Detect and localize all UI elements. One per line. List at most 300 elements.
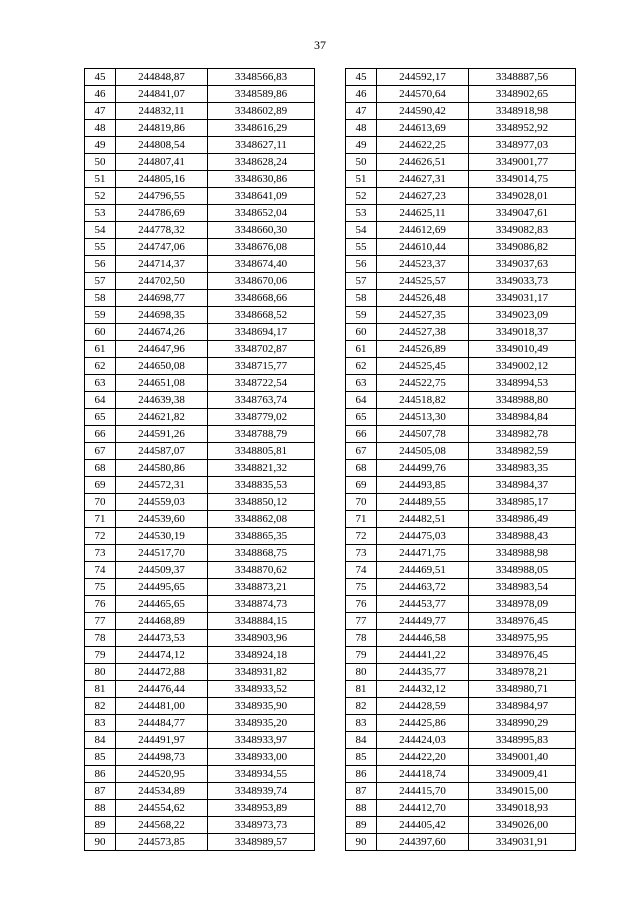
point-number-cell: 85 — [346, 749, 377, 766]
y-coordinate-cell: 3348676,08 — [208, 239, 315, 256]
x-coordinate-cell: 244463,72 — [377, 579, 469, 596]
table-row — [85, 154, 315, 171]
x-coordinate-cell: 244489,55 — [377, 494, 469, 511]
x-coordinate-cell: 244493,85 — [377, 477, 469, 494]
point-number-cell: 50 — [85, 154, 116, 171]
y-coordinate-cell: 3348976,45 — [469, 613, 576, 630]
y-coordinate-cell: 3348835,53 — [208, 477, 315, 494]
table-row — [346, 613, 576, 630]
table-row — [85, 290, 315, 307]
point-number-cell: 56 — [346, 256, 377, 273]
table-row — [346, 154, 576, 171]
y-coordinate-cell: 3348980,71 — [469, 681, 576, 698]
point-number-cell: 89 — [346, 817, 377, 834]
table-row — [85, 205, 315, 222]
point-number-cell: 46 — [346, 86, 377, 103]
x-coordinate-cell: 244572,31 — [116, 477, 208, 494]
x-coordinate-cell: 244714,37 — [116, 256, 208, 273]
x-coordinate-cell: 244474,12 — [116, 647, 208, 664]
y-coordinate-cell: 3349009,41 — [469, 766, 576, 783]
point-number-cell: 57 — [85, 273, 116, 290]
table-row — [346, 222, 576, 239]
x-coordinate-cell: 244627,23 — [377, 188, 469, 205]
y-coordinate-cell: 3348602,89 — [208, 103, 315, 120]
point-number-cell: 84 — [346, 732, 377, 749]
table-row — [346, 766, 576, 783]
x-coordinate-cell: 244627,31 — [377, 171, 469, 188]
y-coordinate-cell: 3349037,63 — [469, 256, 576, 273]
x-coordinate-cell: 244517,70 — [116, 545, 208, 562]
y-coordinate-cell: 3348989,57 — [208, 834, 315, 851]
table-row — [85, 256, 315, 273]
y-coordinate-cell: 3348628,24 — [208, 154, 315, 171]
y-coordinate-cell: 3349015,00 — [469, 783, 576, 800]
coordinates-table-right — [345, 68, 576, 851]
x-coordinate-cell: 244559,03 — [116, 494, 208, 511]
point-number-cell: 73 — [85, 545, 116, 562]
x-coordinate-cell: 244412,70 — [377, 800, 469, 817]
y-coordinate-cell: 3348933,00 — [208, 749, 315, 766]
point-number-cell: 72 — [346, 528, 377, 545]
x-coordinate-cell: 244621,82 — [116, 409, 208, 426]
table-row — [85, 817, 315, 834]
table-row — [346, 358, 576, 375]
point-number-cell: 59 — [346, 307, 377, 324]
y-coordinate-cell: 3349001,77 — [469, 154, 576, 171]
point-number-cell: 86 — [85, 766, 116, 783]
point-number-cell: 87 — [85, 783, 116, 800]
x-coordinate-cell: 244424,03 — [377, 732, 469, 749]
y-coordinate-cell: 3349026,00 — [469, 817, 576, 834]
x-coordinate-cell: 244568,22 — [116, 817, 208, 834]
table-row — [346, 86, 576, 103]
table-row — [346, 409, 576, 426]
point-number-cell: 83 — [346, 715, 377, 732]
table-row — [85, 239, 315, 256]
x-coordinate-cell: 244505,08 — [377, 443, 469, 460]
y-coordinate-cell: 3348931,82 — [208, 664, 315, 681]
point-number-cell: 83 — [85, 715, 116, 732]
x-coordinate-cell: 244446,58 — [377, 630, 469, 647]
x-coordinate-cell: 244841,07 — [116, 86, 208, 103]
point-number-cell: 84 — [85, 732, 116, 749]
x-coordinate-cell: 244449,77 — [377, 613, 469, 630]
point-number-cell: 48 — [85, 120, 116, 137]
table-row — [85, 443, 315, 460]
point-number-cell: 47 — [346, 103, 377, 120]
x-coordinate-cell: 244432,12 — [377, 681, 469, 698]
table-row — [85, 307, 315, 324]
y-coordinate-cell: 3348973,73 — [208, 817, 315, 834]
y-coordinate-cell: 3348984,97 — [469, 698, 576, 715]
x-coordinate-cell: 244520,95 — [116, 766, 208, 783]
y-coordinate-cell: 3348935,90 — [208, 698, 315, 715]
x-coordinate-cell: 244613,69 — [377, 120, 469, 137]
table-row — [85, 647, 315, 664]
x-coordinate-cell: 244526,48 — [377, 290, 469, 307]
point-number-cell: 74 — [346, 562, 377, 579]
y-coordinate-cell: 3348627,11 — [208, 137, 315, 154]
table-row — [346, 511, 576, 528]
point-number-cell: 66 — [85, 426, 116, 443]
y-coordinate-cell: 3348982,59 — [469, 443, 576, 460]
table-row — [346, 324, 576, 341]
table-row — [85, 749, 315, 766]
point-number-cell: 70 — [346, 494, 377, 511]
table-row — [346, 579, 576, 596]
x-coordinate-cell: 244702,50 — [116, 273, 208, 290]
table-row — [346, 698, 576, 715]
point-number-cell: 51 — [346, 171, 377, 188]
point-number-cell: 59 — [85, 307, 116, 324]
point-number-cell: 52 — [346, 188, 377, 205]
table-row — [85, 222, 315, 239]
point-number-cell: 80 — [346, 664, 377, 681]
point-number-cell: 61 — [85, 341, 116, 358]
y-coordinate-cell: 3348952,92 — [469, 120, 576, 137]
y-coordinate-cell: 3348983,54 — [469, 579, 576, 596]
y-coordinate-cell: 3349028,01 — [469, 188, 576, 205]
x-coordinate-cell: 244534,89 — [116, 783, 208, 800]
y-coordinate-cell: 3348630,86 — [208, 171, 315, 188]
point-number-cell: 46 — [85, 86, 116, 103]
table-row — [346, 171, 576, 188]
point-number-cell: 63 — [346, 375, 377, 392]
y-coordinate-cell: 3348763,74 — [208, 392, 315, 409]
y-coordinate-cell: 3348934,55 — [208, 766, 315, 783]
point-number-cell: 56 — [85, 256, 116, 273]
y-coordinate-cell: 3348977,03 — [469, 137, 576, 154]
table-row — [85, 494, 315, 511]
y-coordinate-cell: 3348702,87 — [208, 341, 315, 358]
table-row — [346, 103, 576, 120]
point-number-cell: 72 — [85, 528, 116, 545]
table-row — [85, 630, 315, 647]
x-coordinate-cell: 244590,42 — [377, 103, 469, 120]
table-row — [85, 528, 315, 545]
point-number-cell: 54 — [85, 222, 116, 239]
x-coordinate-cell: 244507,78 — [377, 426, 469, 443]
table-row — [346, 392, 576, 409]
x-coordinate-cell: 244530,19 — [116, 528, 208, 545]
x-coordinate-cell: 244796,55 — [116, 188, 208, 205]
point-number-cell: 78 — [346, 630, 377, 647]
point-number-cell: 77 — [346, 613, 377, 630]
point-number-cell: 50 — [346, 154, 377, 171]
table-row — [85, 375, 315, 392]
y-coordinate-cell: 3348641,09 — [208, 188, 315, 205]
table-row — [85, 426, 315, 443]
table-row — [85, 273, 315, 290]
table-row — [346, 69, 576, 86]
x-coordinate-cell: 244428,59 — [377, 698, 469, 715]
y-coordinate-cell: 3349033,73 — [469, 273, 576, 290]
y-coordinate-cell: 3348788,79 — [208, 426, 315, 443]
y-coordinate-cell: 3348821,32 — [208, 460, 315, 477]
x-coordinate-cell: 244435,77 — [377, 664, 469, 681]
y-coordinate-cell: 3348715,77 — [208, 358, 315, 375]
y-coordinate-cell: 3349014,75 — [469, 171, 576, 188]
point-number-cell: 76 — [85, 596, 116, 613]
y-coordinate-cell: 3348668,52 — [208, 307, 315, 324]
table-row — [85, 664, 315, 681]
y-coordinate-cell: 3348983,35 — [469, 460, 576, 477]
y-coordinate-cell: 3349082,83 — [469, 222, 576, 239]
x-coordinate-cell: 244592,17 — [377, 69, 469, 86]
y-coordinate-cell: 3348566,83 — [208, 69, 315, 86]
point-number-cell: 68 — [346, 460, 377, 477]
point-number-cell: 60 — [346, 324, 377, 341]
point-number-cell: 87 — [346, 783, 377, 800]
point-number-cell: 55 — [85, 239, 116, 256]
x-coordinate-cell: 244513,30 — [377, 409, 469, 426]
y-coordinate-cell: 3348986,49 — [469, 511, 576, 528]
table-row — [346, 443, 576, 460]
x-coordinate-cell: 244807,41 — [116, 154, 208, 171]
point-number-cell: 67 — [346, 443, 377, 460]
x-coordinate-cell: 244527,38 — [377, 324, 469, 341]
x-coordinate-cell: 244441,22 — [377, 647, 469, 664]
y-coordinate-cell: 3348982,78 — [469, 426, 576, 443]
y-coordinate-cell: 3348722,54 — [208, 375, 315, 392]
point-number-cell: 85 — [85, 749, 116, 766]
table-row — [346, 749, 576, 766]
point-number-cell: 62 — [346, 358, 377, 375]
point-number-cell: 76 — [346, 596, 377, 613]
y-coordinate-cell: 3348868,75 — [208, 545, 315, 562]
table-row — [346, 528, 576, 545]
point-number-cell: 67 — [85, 443, 116, 460]
table-row — [346, 188, 576, 205]
table-row — [346, 120, 576, 137]
x-coordinate-cell: 244473,53 — [116, 630, 208, 647]
x-coordinate-cell: 244651,08 — [116, 375, 208, 392]
point-number-cell: 57 — [346, 273, 377, 290]
x-coordinate-cell: 244587,07 — [116, 443, 208, 460]
point-number-cell: 58 — [346, 290, 377, 307]
table-row — [85, 358, 315, 375]
x-coordinate-cell: 244525,45 — [377, 358, 469, 375]
y-coordinate-cell: 3348988,98 — [469, 545, 576, 562]
table-row — [346, 800, 576, 817]
y-coordinate-cell: 3349001,40 — [469, 749, 576, 766]
table-row — [85, 86, 315, 103]
y-coordinate-cell: 3348887,56 — [469, 69, 576, 86]
y-coordinate-cell: 3348988,05 — [469, 562, 576, 579]
table-row — [85, 715, 315, 732]
point-number-cell: 49 — [346, 137, 377, 154]
point-number-cell: 74 — [85, 562, 116, 579]
x-coordinate-cell: 244471,75 — [377, 545, 469, 562]
x-coordinate-cell: 244778,32 — [116, 222, 208, 239]
y-coordinate-cell: 3348933,52 — [208, 681, 315, 698]
y-coordinate-cell: 3348589,86 — [208, 86, 315, 103]
point-number-cell: 66 — [346, 426, 377, 443]
x-coordinate-cell: 244805,16 — [116, 171, 208, 188]
x-coordinate-cell: 244484,77 — [116, 715, 208, 732]
x-coordinate-cell: 244522,75 — [377, 375, 469, 392]
x-coordinate-cell: 244539,60 — [116, 511, 208, 528]
y-coordinate-cell: 3348652,04 — [208, 205, 315, 222]
y-coordinate-cell: 3348694,17 — [208, 324, 315, 341]
point-number-cell: 54 — [346, 222, 377, 239]
table-row — [85, 409, 315, 426]
x-coordinate-cell: 244422,20 — [377, 749, 469, 766]
x-coordinate-cell: 244469,51 — [377, 562, 469, 579]
point-number-cell: 65 — [346, 409, 377, 426]
y-coordinate-cell: 3348874,73 — [208, 596, 315, 613]
x-coordinate-cell: 244639,38 — [116, 392, 208, 409]
table-row — [346, 681, 576, 698]
y-coordinate-cell: 3349018,93 — [469, 800, 576, 817]
table-row — [346, 290, 576, 307]
x-coordinate-cell: 244476,44 — [116, 681, 208, 698]
point-number-cell: 52 — [85, 188, 116, 205]
y-coordinate-cell: 3348903,96 — [208, 630, 315, 647]
y-coordinate-cell: 3348984,84 — [469, 409, 576, 426]
table-row — [346, 783, 576, 800]
point-number-cell: 73 — [346, 545, 377, 562]
y-coordinate-cell: 3348779,02 — [208, 409, 315, 426]
y-coordinate-cell: 3348805,81 — [208, 443, 315, 460]
point-number-cell: 81 — [85, 681, 116, 698]
x-coordinate-cell: 244498,73 — [116, 749, 208, 766]
x-coordinate-cell: 244819,86 — [116, 120, 208, 137]
table-row — [85, 698, 315, 715]
point-number-cell: 61 — [346, 341, 377, 358]
point-number-cell: 65 — [85, 409, 116, 426]
x-coordinate-cell: 244554,62 — [116, 800, 208, 817]
table-row — [85, 783, 315, 800]
x-coordinate-cell: 244453,77 — [377, 596, 469, 613]
point-number-cell: 58 — [85, 290, 116, 307]
x-coordinate-cell: 244848,87 — [116, 69, 208, 86]
y-coordinate-cell: 3349002,12 — [469, 358, 576, 375]
table-row — [85, 171, 315, 188]
table-row — [346, 647, 576, 664]
point-number-cell: 80 — [85, 664, 116, 681]
table-body — [346, 69, 576, 851]
point-number-cell: 47 — [85, 103, 116, 120]
x-coordinate-cell: 244468,89 — [116, 613, 208, 630]
table-row — [85, 834, 315, 851]
point-number-cell: 69 — [346, 477, 377, 494]
point-number-cell: 53 — [346, 205, 377, 222]
x-coordinate-cell: 244465,65 — [116, 596, 208, 613]
x-coordinate-cell: 244405,42 — [377, 817, 469, 834]
x-coordinate-cell: 244526,89 — [377, 341, 469, 358]
table-row — [346, 341, 576, 358]
y-coordinate-cell: 3348978,21 — [469, 664, 576, 681]
table-row — [85, 681, 315, 698]
y-coordinate-cell: 3348870,62 — [208, 562, 315, 579]
point-number-cell: 88 — [346, 800, 377, 817]
y-coordinate-cell: 3349047,61 — [469, 205, 576, 222]
table-row — [346, 426, 576, 443]
point-number-cell: 71 — [346, 511, 377, 528]
table-row — [85, 341, 315, 358]
table-row — [85, 766, 315, 783]
table-row — [85, 596, 315, 613]
y-coordinate-cell: 3348873,21 — [208, 579, 315, 596]
x-coordinate-cell: 244425,86 — [377, 715, 469, 732]
y-coordinate-cell: 3348862,08 — [208, 511, 315, 528]
point-number-cell: 62 — [85, 358, 116, 375]
y-coordinate-cell: 3348994,53 — [469, 375, 576, 392]
table-row — [85, 800, 315, 817]
y-coordinate-cell: 3349086,82 — [469, 239, 576, 256]
y-coordinate-cell: 3349031,17 — [469, 290, 576, 307]
y-coordinate-cell: 3348865,35 — [208, 528, 315, 545]
table-row — [346, 307, 576, 324]
point-number-cell: 89 — [85, 817, 116, 834]
table-row — [346, 273, 576, 290]
y-coordinate-cell: 3348850,12 — [208, 494, 315, 511]
y-coordinate-cell: 3348902,65 — [469, 86, 576, 103]
point-number-cell: 81 — [346, 681, 377, 698]
point-number-cell: 86 — [346, 766, 377, 783]
x-coordinate-cell: 244527,35 — [377, 307, 469, 324]
table-row — [85, 562, 315, 579]
y-coordinate-cell: 3348616,29 — [208, 120, 315, 137]
x-coordinate-cell: 244647,96 — [116, 341, 208, 358]
table-row — [346, 596, 576, 613]
point-number-cell: 75 — [85, 579, 116, 596]
table-row — [85, 460, 315, 477]
point-number-cell: 51 — [85, 171, 116, 188]
table-row — [346, 817, 576, 834]
x-coordinate-cell: 244808,54 — [116, 137, 208, 154]
table-row — [85, 477, 315, 494]
point-number-cell: 88 — [85, 800, 116, 817]
page-number: 37 — [314, 38, 326, 52]
table-row — [346, 562, 576, 579]
y-coordinate-cell: 3349023,09 — [469, 307, 576, 324]
y-coordinate-cell: 3348988,80 — [469, 392, 576, 409]
x-coordinate-cell: 244418,74 — [377, 766, 469, 783]
y-coordinate-cell: 3349031,91 — [469, 834, 576, 851]
y-coordinate-cell: 3348953,89 — [208, 800, 315, 817]
x-coordinate-cell: 244622,25 — [377, 137, 469, 154]
point-number-cell: 53 — [85, 205, 116, 222]
y-coordinate-cell: 3348674,40 — [208, 256, 315, 273]
y-coordinate-cell: 3348978,09 — [469, 596, 576, 613]
point-number-cell: 68 — [85, 460, 116, 477]
y-coordinate-cell: 3348924,18 — [208, 647, 315, 664]
x-coordinate-cell: 244482,51 — [377, 511, 469, 528]
table-row — [346, 137, 576, 154]
table-row — [346, 239, 576, 256]
y-coordinate-cell: 3348939,74 — [208, 783, 315, 800]
point-number-cell: 70 — [85, 494, 116, 511]
table-row — [346, 834, 576, 851]
y-coordinate-cell: 3348933,97 — [208, 732, 315, 749]
y-coordinate-cell: 3348985,17 — [469, 494, 576, 511]
y-coordinate-cell: 3348884,15 — [208, 613, 315, 630]
table-row — [346, 732, 576, 749]
table-row — [346, 256, 576, 273]
point-number-cell: 71 — [85, 511, 116, 528]
point-number-cell: 64 — [346, 392, 377, 409]
y-coordinate-cell: 3348935,20 — [208, 715, 315, 732]
table-row — [346, 715, 576, 732]
x-coordinate-cell: 244509,37 — [116, 562, 208, 579]
table-row — [85, 511, 315, 528]
x-coordinate-cell: 244415,70 — [377, 783, 469, 800]
y-coordinate-cell: 3348976,45 — [469, 647, 576, 664]
x-coordinate-cell: 244625,11 — [377, 205, 469, 222]
point-number-cell: 82 — [85, 698, 116, 715]
